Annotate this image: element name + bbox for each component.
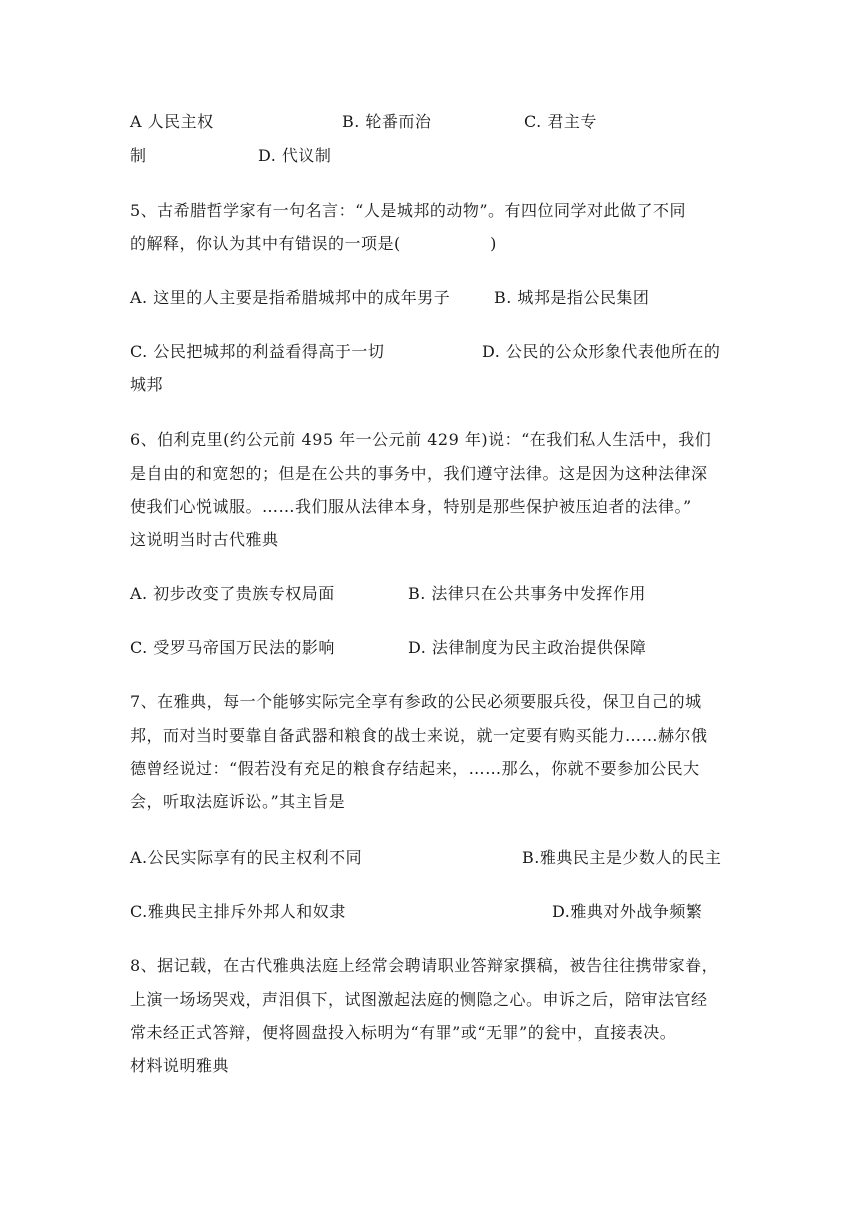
option-a: A 人民主权 bbox=[130, 112, 214, 131]
question-8-line-1: 8、据记载，在古代雅典法庭上经常会聘请职业答辩家撰稿，被告往往携带家眷， bbox=[130, 956, 719, 975]
q6-option-a: A. 初步改变了贵族专权局面 bbox=[130, 584, 335, 603]
q6-option-d: D. 法律制度为民主政治提供保障 bbox=[408, 638, 647, 657]
q5-option-d: D. 公民的公众形象代表他所在的 bbox=[482, 342, 721, 361]
q7-option-b: B.雅典民主是少数人的民主 bbox=[522, 848, 722, 867]
question-7-line-3: 德曾经说过：“假若没有充足的粮食存结起来，……那么，你就不要参加公民大 bbox=[130, 759, 700, 778]
q6-option-c: C. 受罗马帝国万民法的影响 bbox=[130, 638, 335, 657]
question-7-line-4: 会，听取法庭诉讼。”其主旨是 bbox=[130, 792, 346, 811]
q7-option-c: C.雅典民主排斥外邦人和奴隶 bbox=[130, 902, 346, 921]
question-8-line-2: 上演一场场哭戏，声泪俱下，试图激起法庭的恻隐之心。申诉之后，陪审法官经 bbox=[130, 990, 708, 1009]
question-6-line-3: 使我们心悦诚服。……我们服从法律本身，特别是那些保护被压迫者的法律。” bbox=[130, 497, 692, 516]
question-6-line-2: 是自由的和宽恕的；但是在公共的事务中，我们遵守法律。这是因为这种法律深 bbox=[130, 464, 708, 483]
question-6-line-4: 这说明当时古代雅典 bbox=[130, 530, 279, 549]
question-7-line-1: 7、在雅典，每一个能够实际完全享有参政的公民必须要服兵役，保卫自己的城 bbox=[130, 692, 702, 711]
q5-option-a: A. 这里的人主要是指希腊城邦中的成年男子 bbox=[130, 288, 451, 307]
option-c: C. 君主专 bbox=[524, 112, 597, 131]
question-5-line-1: 5、古希腊哲学家有一句名言：“人是城邦的动物”。有四位同学对此做了不同 bbox=[130, 201, 687, 220]
q5-option-b: B. 城邦是指公民集团 bbox=[494, 288, 650, 307]
q7-option-a: A.公民实际享有的民主权利不同 bbox=[130, 848, 363, 867]
question-5-line-2: 的解释，你认为其中有错误的一项是( ) bbox=[130, 234, 497, 253]
q5-option-c: C. 公民把城邦的利益看得高于一切 bbox=[130, 342, 385, 361]
q5-option-d-continued: 城邦 bbox=[130, 375, 164, 394]
option-d: D. 代议制 bbox=[258, 146, 332, 165]
question-6-line-1: 6、伯利克里(约公元前 495 年一公元前 429 年)说：“在我们私人生活中，我们 bbox=[130, 430, 712, 449]
q7-option-d: D.雅典对外战争频繁 bbox=[552, 902, 703, 921]
question-8-line-3: 常未经正式答辩，便将圆盘投入标明为“有罪”或“无罪”的瓮中，直接表决。 bbox=[130, 1023, 677, 1042]
q6-option-b: B. 法律只在公共事务中发挥作用 bbox=[408, 584, 646, 603]
option-b: B. 轮番而治 bbox=[342, 112, 432, 131]
question-7-line-2: 邦，而对当时要靠自备武器和粮食的战士来说，就一定要有购买能力……赫尔俄 bbox=[130, 726, 708, 745]
question-8-line-4: 材料说明雅典 bbox=[130, 1056, 230, 1075]
option-c-continued: 制 bbox=[130, 146, 147, 165]
